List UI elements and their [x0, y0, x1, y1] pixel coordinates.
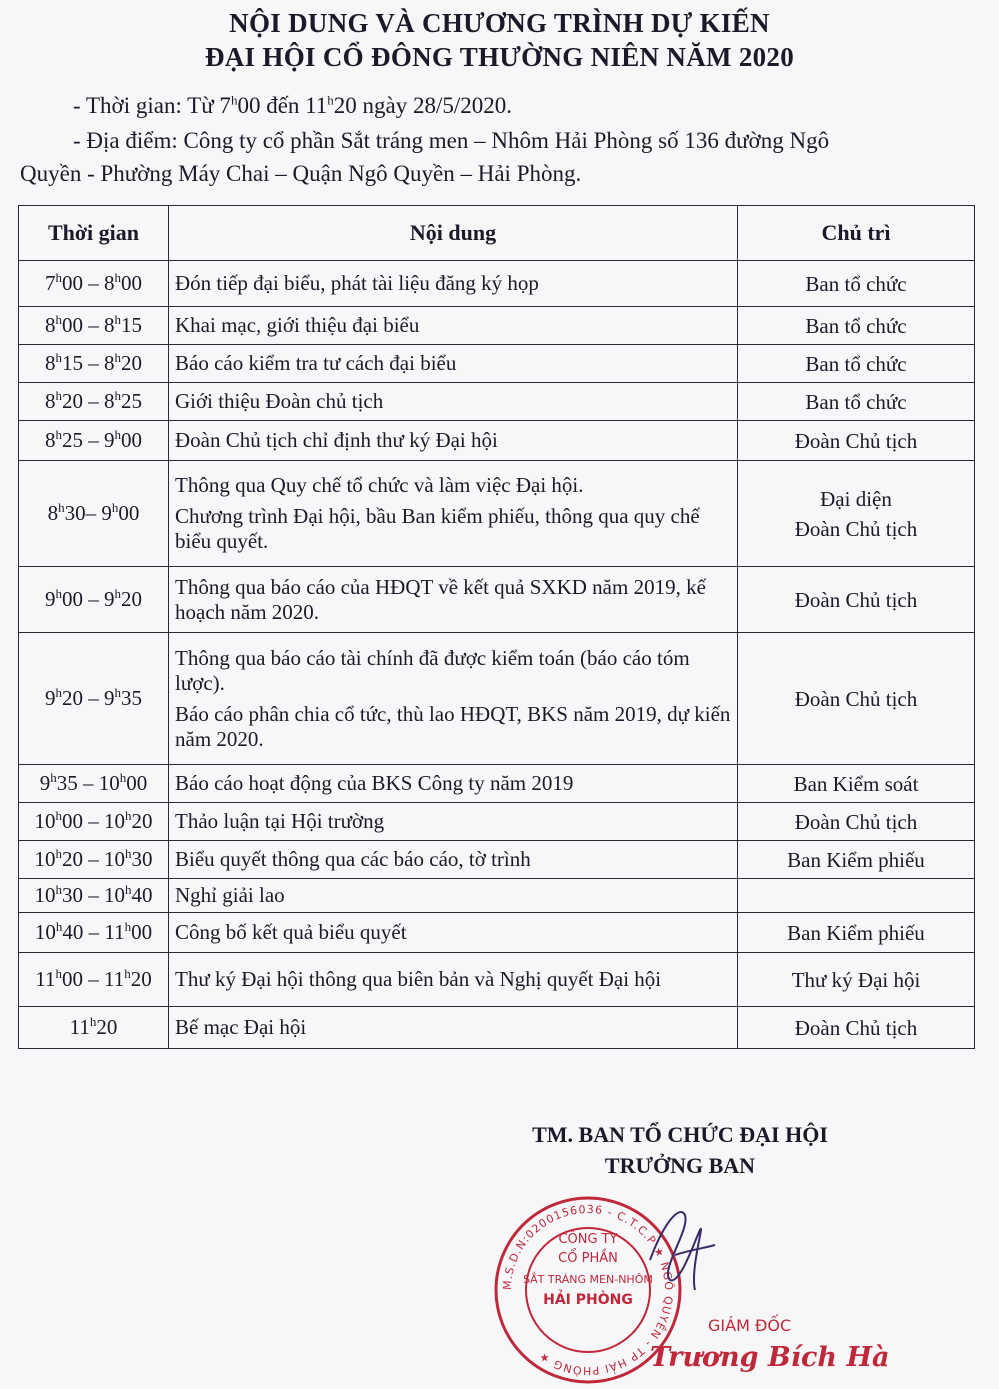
row-host-line: Ban Kiểm soát	[793, 771, 919, 796]
schedule-row	[19, 421, 975, 461]
signature-org: TM. BAN TỔ CHỨC ĐẠI HỘI	[532, 1122, 828, 1147]
row-content-paragraph: Báo cáo kiểm tra tư cách đại biểu	[175, 351, 457, 375]
row-content	[169, 461, 738, 567]
handwritten-signature	[640, 1200, 720, 1310]
schedule-row	[19, 383, 975, 421]
row-host	[738, 841, 975, 879]
row-content-paragraph: Chương trình Đại hội, bầu Ban kiểm phiếu, thông qua quy chế biểu quyết.	[175, 504, 700, 553]
row-content	[169, 1007, 738, 1049]
row-host	[738, 567, 975, 633]
row-content-paragraph: Nghỉ giải lao	[175, 883, 285, 907]
seal-line2: CỔ PHẦN	[558, 1251, 618, 1266]
row-content-paragraph: Thảo luận tại Hội trường	[175, 809, 385, 833]
header-host: Chủ trì	[738, 206, 975, 261]
row-content-paragraph: Giới thiệu Đoàn chủ tịch	[175, 389, 384, 413]
row-host-line: Đoàn Chủ tịch	[794, 428, 918, 453]
row-host-line: Ban tổ chức	[805, 389, 907, 414]
director-title: GIÁM ĐỐC	[708, 1316, 792, 1335]
row-content	[169, 803, 738, 841]
row-content	[169, 383, 738, 421]
row-host	[738, 383, 975, 421]
schedule-row	[19, 345, 975, 383]
seal-line1: CÔNG TY	[558, 1232, 618, 1247]
row-content-paragraph: Thông qua báo cáo của HĐQT về kết quả SXKD năm 2019, kế hoạch năm 2020.	[175, 574, 706, 624]
row-host-line: Đoàn Chủ tịch	[794, 1015, 918, 1040]
schedule-row	[19, 261, 975, 307]
row-time: 10$^h$00 – 10$^h$20	[19, 803, 169, 841]
schedule-row	[19, 307, 975, 345]
row-time: 8$^h$25 – 9$^h$00	[19, 421, 169, 461]
schedule-row	[19, 567, 975, 633]
row-content-paragraph: Đón tiếp đại biểu, phát tài liệu đăng ký họp	[175, 271, 539, 295]
row-time: 10$^h$20 – 10$^h$30	[19, 841, 169, 879]
schedule-row	[19, 633, 975, 765]
row-content	[169, 261, 738, 307]
row-content	[169, 913, 738, 953]
row-host-line: Ban Kiểm phiếu	[787, 847, 925, 872]
document-title-line1: NỘI DUNG VÀ CHƯƠNG TRÌNH DỰ KIẾN	[229, 8, 770, 38]
row-content	[169, 345, 738, 383]
row-content-paragraph: Khai mạc, giới thiệu đại biểu	[175, 313, 420, 337]
row-content-paragraph: Báo cáo phân chia cổ tức, thù lao HĐQT, BKS năm 2019, dự kiến năm 2020.	[175, 701, 731, 751]
row-host-line: Ban tổ chức	[805, 271, 907, 296]
row-host-line: Ban tổ chức	[805, 351, 907, 376]
row-content	[169, 567, 738, 633]
document-title-line2: ĐẠI HỘI CỔ ĐÔNG THƯỜNG NIÊN NĂM 2020	[204, 42, 795, 72]
row-host	[738, 913, 975, 953]
row-host	[738, 461, 975, 567]
row-content	[169, 953, 738, 1007]
row-content-paragraph: Bế mạc Đại hội	[175, 1015, 307, 1039]
schedule-row	[19, 953, 975, 1007]
row-host	[738, 765, 975, 803]
row-time: 9$^h$35 – 10$^h$00	[19, 765, 169, 803]
row-host-line: Đoàn Chủ tịch	[794, 587, 918, 612]
row-content	[169, 765, 738, 803]
row-time: 10$^h$40 – 11$^h$00	[19, 913, 169, 953]
row-content-paragraph: Thông qua Quy chế tổ chức và làm việc Đại hội.	[175, 473, 584, 497]
signature-role: TRƯỞNG BAN	[604, 1153, 756, 1178]
row-host	[738, 803, 975, 841]
row-content-paragraph: Thư ký Đại hội thông qua biên bản và Nghị quyết Đại hội	[175, 967, 662, 991]
row-host	[738, 421, 975, 461]
row-host-line: Đoàn Chủ tịch	[794, 686, 918, 711]
schedule-row	[19, 913, 975, 953]
row-time: 8$^h$15 – 8$^h$20	[19, 345, 169, 383]
schedule-table	[18, 205, 975, 1049]
row-content	[169, 879, 738, 913]
row-content-paragraph: Công bố kết quả biểu quyết	[175, 920, 407, 944]
row-host-line: Ban tổ chức	[805, 313, 907, 338]
row-host	[738, 879, 975, 913]
time-line: - Thời gian: Từ 7$^h$00 đến 11$^h$20 ngày 28/5/2020.	[73, 92, 513, 118]
row-host	[738, 633, 975, 765]
row-time: 8$^h$30– 9$^h$00	[19, 461, 169, 567]
schedule-row	[19, 841, 975, 879]
row-host	[738, 307, 975, 345]
seal-line3: SẮT TRÁNG MEN-NHÔM	[523, 1273, 653, 1286]
row-host-line: Đại diện	[820, 486, 892, 511]
row-host-line: Đoàn Chủ tịch	[794, 809, 918, 834]
row-host-line: Thư ký Đại hội	[791, 967, 921, 992]
row-time: 8$^h$00 – 8$^h$15	[19, 307, 169, 345]
row-content-paragraph: Biểu quyết thông qua các báo cáo, tờ trình	[175, 847, 531, 871]
row-time: 9$^h$20 – 9$^h$35	[19, 633, 169, 765]
header-content: Nội dung	[169, 206, 738, 261]
row-content-paragraph: Đoàn Chủ tịch chỉ định thư ký Đại hội	[175, 428, 498, 452]
location-line1: - Địa điểm: Công ty cổ phần Sắt tráng men – Nhôm Hải Phòng số 136 đường Ngô	[73, 128, 830, 153]
row-host-line: Ban Kiểm phiếu	[787, 920, 925, 945]
row-host-line: Đoàn Chủ tịch	[794, 516, 918, 541]
row-content	[169, 841, 738, 879]
schedule-row	[19, 1007, 975, 1049]
row-host	[738, 345, 975, 383]
row-time: 8$^h$20 – 8$^h$25	[19, 383, 169, 421]
row-time: 10$^h$30 – 10$^h$40	[19, 879, 169, 913]
location-line2: Quyền - Phường Máy Chai – Quận Ngô Quyền – Hải Phòng.	[20, 161, 582, 186]
row-content	[169, 421, 738, 461]
director-name: Trương Bích Hà	[650, 1342, 890, 1373]
row-host	[738, 1007, 975, 1049]
row-host	[738, 261, 975, 307]
row-content	[169, 307, 738, 345]
row-content-paragraph: Báo cáo hoạt động của BKS Công ty năm 2019	[175, 771, 574, 795]
row-content-paragraph: Thông qua báo cáo tài chính đã được kiểm toán (báo cáo tóm lược).	[175, 645, 690, 695]
seal-ring-text: M.S.D.N:0200156036 - C.T.C.P ★ NGÔ QUYỀN - TP HẢI PHÒNG ★	[500, 1202, 676, 1378]
row-time: 11$^h$20	[19, 1007, 169, 1049]
row-content	[169, 633, 738, 765]
schedule-row	[19, 765, 975, 803]
schedule-row	[19, 461, 975, 567]
schedule-row	[19, 803, 975, 841]
schedule-row	[19, 879, 975, 913]
schedule-header-row	[19, 206, 975, 261]
row-time: 9$^h$00 – 9$^h$20	[19, 567, 169, 633]
header-time: Thời gian	[19, 206, 169, 261]
row-host	[738, 953, 975, 1007]
row-time: 11$^h$00 – 11$^h$20	[19, 953, 169, 1007]
seal-line4: HẢI PHÒNG	[543, 1292, 633, 1308]
row-time: 7$^h$00 – 8$^h$00	[19, 261, 169, 307]
